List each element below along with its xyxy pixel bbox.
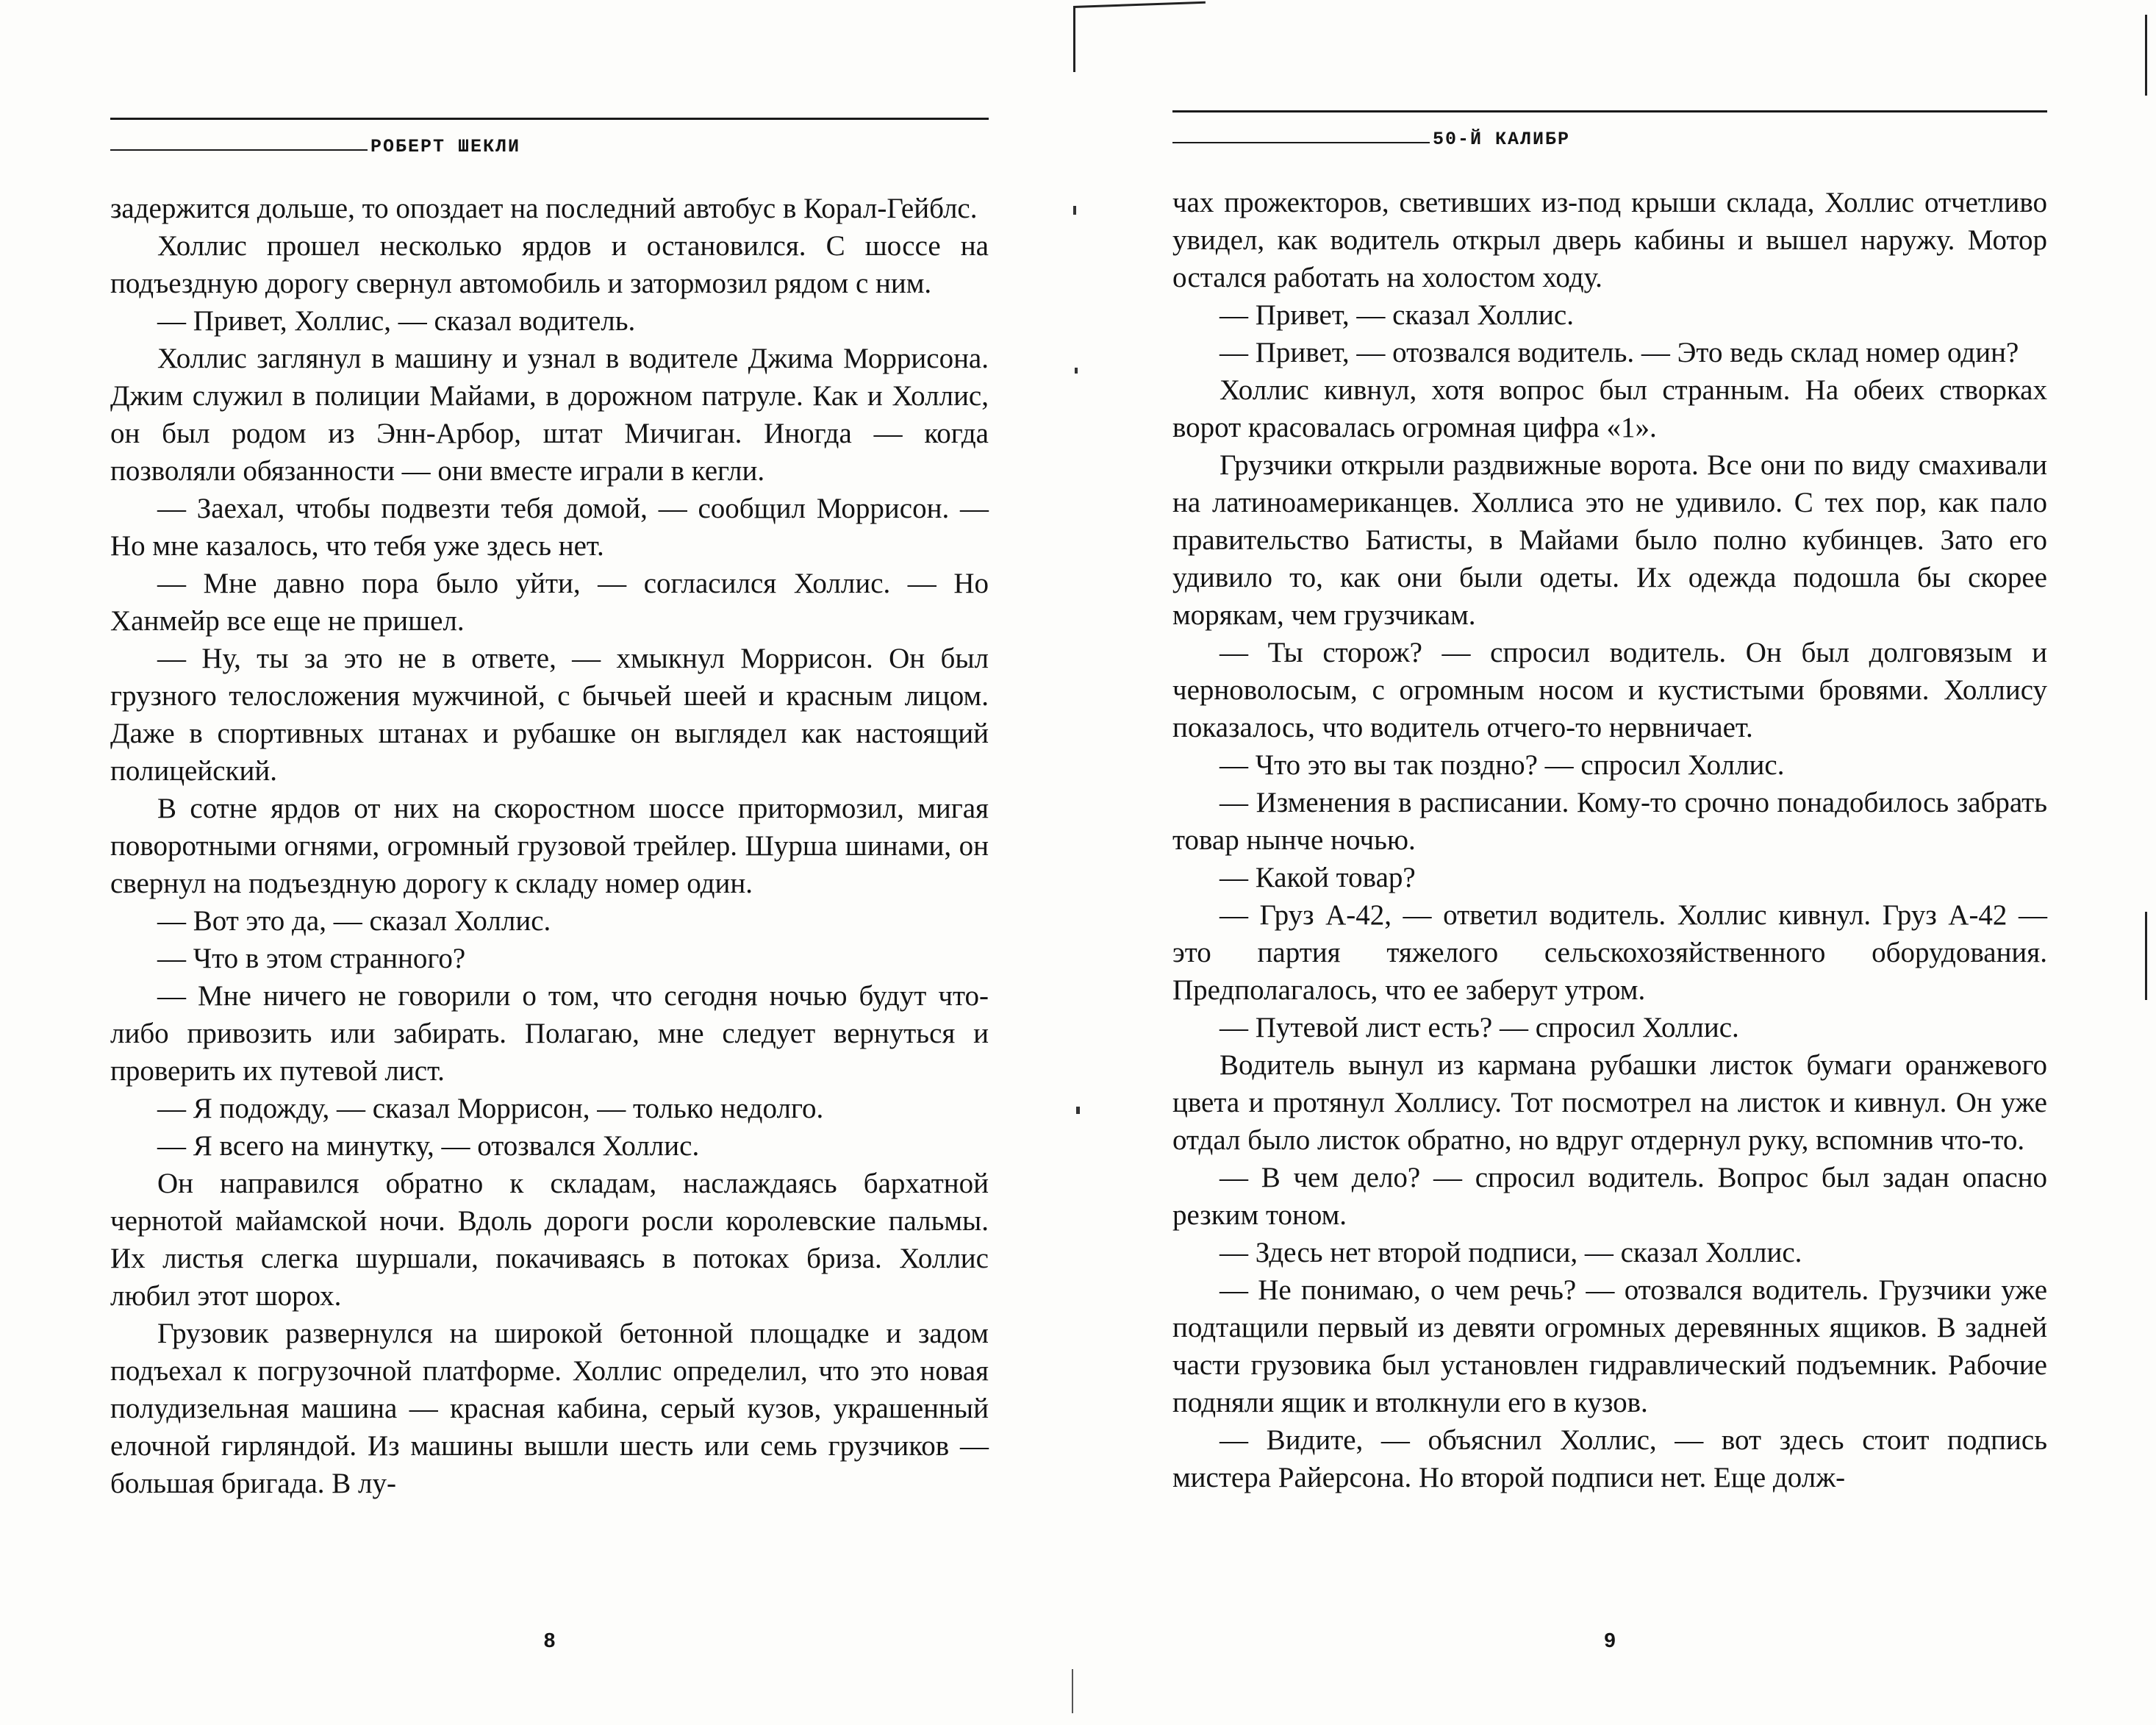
paragraph: — Груз А-42, — ответил водитель. Холлис кивнул. Груз А-42 — это партия тяжелого сельскохозяйственного оборудования. Предполагалось, что ее заберут утром. (1172, 899, 2047, 1006)
paragraph: Холлис прошел несколько ярдов и остановился. С шоссе на подъездную дорогу свернул автомобиль и затормозил рядом с ним. (110, 230, 989, 299)
paragraph: — Что в этом странного? (157, 943, 466, 974)
paragraph: Он направился обратно к складам, наслаждаясь бархатной чернотой майамской ночи. Вдоль дороги росли королевские пальмы. Их листья слегка шуршали, покачиваясь в потоках бриза. Холлис любил этот шорох. (110, 1168, 989, 1312)
paragraph: — Здесь нет второй подписи, — сказал Холлис. (1220, 1237, 1802, 1268)
right-page (1172, 0, 2047, 1725)
paragraph: задержится дольше, то опоздает на последний автобус в Корал-Гейблс. (110, 193, 978, 224)
running-head-leader-line (110, 149, 368, 151)
paragraph: Холлис кивнул, хотя вопрос был странным. На обеих створках ворот красовалась огромная цифра «1». (1172, 374, 2047, 443)
paragraph: — Привет, — отозвался водитель. — Это ведь склад номер один? (1220, 337, 2019, 368)
paragraph: — Я подожду, — сказал Моррисон, — только недолго. (157, 1093, 824, 1124)
paragraph: — Что это вы так поздно? — спросил Холлис. (1220, 749, 1785, 781)
left-page (110, 0, 989, 1725)
paragraph: В сотне ярдов от них на скоростном шоссе притормозил, мигая поворотными огнями, огромный грузовой трейлер. Шурша шинами, он свернул на подъездную дорогу к складу номер один. (110, 793, 989, 899)
paragraph: чах прожекторов, светивших из-под крыши склада, Холлис отчетливо увидел, как водитель открыл дверь кабины и вышел наружу. Мотор остался работать на холостом ходу. (1172, 187, 2047, 293)
gutter-scan-speck (1076, 1107, 1080, 1114)
page-number: 9 (1604, 1629, 1616, 1651)
running-head-leader-line (1172, 142, 1430, 143)
paragraph: — Я всего на минутку, — отозвался Холлис. (157, 1130, 700, 1162)
paragraph: — Изменения в расписании. Кому-то срочно понадобилось забрать товар нынче ночью. (1172, 787, 2047, 856)
paragraph: Водитель вынул из кармана рубашки листок бумаги оранжевого цвета и протянул Холлису. Тот посмотрел на листок и кивнул. Он уже отдал было листок обратно, но вдруг отдернул руку, вспомнив что-то. (1172, 1049, 2047, 1156)
paragraph: — Заехал, чтобы подвезти тебя домой, — сообщил Моррисон. — Но мне казалось, что тебя уже здесь нет. (110, 493, 989, 562)
running-head-author: РОБЕРТ ШЕКЛИ (370, 136, 521, 157)
running-head-title: 50-Й КАЛИБР (1433, 129, 1571, 150)
body-text (110, 190, 989, 1502)
gutter-scan-mark (1073, 6, 1075, 72)
paragraph: — В чем дело? — спросил водитель. Вопрос был задан опасно резким тоном. (1172, 1162, 2047, 1231)
gutter-scan-speck (1073, 206, 1076, 215)
gutter-scan-mark (1072, 1669, 1073, 1713)
paragraph: — Ты сторож? — спросил водитель. Он был долговязым и черноволосым, с огромным носом и кустистыми бровями. Холлису показалось, что водитель отчего-то нервничает. (1172, 637, 2047, 743)
page-number: 8 (543, 1629, 556, 1651)
paragraph: — Видите, — объяснил Холлис, — вот здесь стоит подпись мистера Райерсона. Но второй подписи нет. Еще долж- (1172, 1424, 2047, 1493)
paragraph: Грузовик развернулся на широкой бетонной площадке и задом подъехал к погрузочной платформе. Холлис определил, что это новая полудизельная машина — красная кабина, серый кузов, украшенный елочной гирляндой. Из машины вышли шесть или семь грузчиков — большая бригада. В лу- (110, 1318, 989, 1499)
paragraph: — Путевой лист есть? — спросил Холлис. (1220, 1012, 1739, 1043)
page-edge-mark (2145, 912, 2147, 1000)
paragraph: — Мне давно пора было уйти, — согласился Холлис. — Но Ханмейр все еще не пришел. (110, 568, 989, 637)
paragraph: — Какой товар? (1220, 862, 1416, 893)
header-rule (1172, 110, 2047, 113)
paragraph: Грузчики открыли раздвижные ворота. Все они по виду смахивали на латиноамериканцев. Холлиса это не удивило. С тех пор, как пало правительство Батисты, в Майами было полно кубинцев. Зато его удивило то, как они были одеты. Их одежда подошла бы скорее морякам, чем грузчикам. (1172, 449, 2047, 631)
running-head (1172, 124, 2047, 149)
paragraph: — Привет, — сказал Холлис. (1220, 299, 1574, 331)
paragraph: Холлис заглянул в машину и узнал в водителе Джима Моррисона. Джим служил в полиции Майами, в дорожном патруле. Как и Холлис, он был родом из Энн-Арбор, штат Мичиган. Иногда — когда позволяли обязанности — они вместе играли в кегли. (110, 343, 989, 487)
paragraph: — Вот это да, — сказал Холлис. (157, 905, 551, 937)
paragraph: — Привет, Холлис, — сказал водитель. (157, 305, 636, 337)
paragraph: — Мне ничего не говорили о том, что сегодня ночью будут что-либо привозить или забирать. Полагаю, мне следует вернуться и проверить их путевой лист. (110, 980, 989, 1087)
paragraph: — Ну, ты за это не в ответе, — хмыкнул Моррисон. Он был грузного телосложения мужчиной, с бычьей шеей и красным лицом. Даже в спортивных штанах и рубашке он выглядел как настоящий полицейский. (110, 643, 989, 787)
paragraph: — Не понимаю, о чем речь? — отозвался водитель. Грузчики уже подтащили первый из девяти огромных деревянных ящиков. В задней части грузовика был установлен гидравлический подъемник. Рабочие подняли ящик и втолкнули его в кузов. (1172, 1274, 2047, 1418)
gutter-scan-speck (1075, 368, 1078, 374)
body-text (1172, 184, 2047, 1496)
header-rule (110, 118, 989, 120)
page-edge-mark (2145, 15, 2147, 96)
running-head (110, 131, 989, 156)
